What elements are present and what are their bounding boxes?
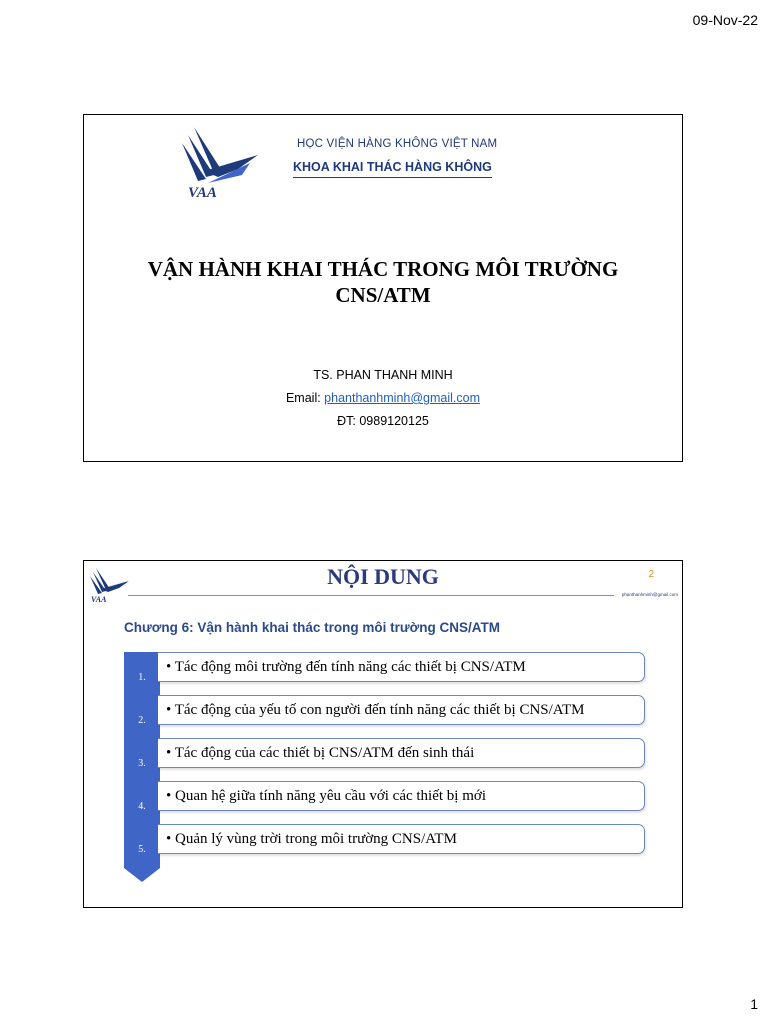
- slide-title: [84, 256, 682, 308]
- title-slide: [83, 114, 683, 462]
- item-text: • Tác động của các thiết bị CNS/ATM đến sinh thái: [158, 738, 645, 768]
- page-date: 09-Nov-22: [692, 12, 758, 28]
- item-number: 3.: [138, 758, 146, 769]
- institute-name: HỌC VIỆN HÀNG KHÔNG VIỆT NAM: [297, 138, 498, 150]
- author-name: TS. PHAN THANH MINH: [313, 368, 453, 382]
- title-line-1: VẬN HÀNH KHAI THÁC TRONG MÔI TRƯỜNG: [147, 257, 619, 281]
- chapter-heading: Chương 6: Vận hành khai thác trong môi trường CNS/ATM: [124, 620, 500, 635]
- content-item: [124, 652, 646, 696]
- slide-number: 2: [648, 569, 654, 580]
- content-item: [124, 695, 646, 739]
- contents-slide: [83, 560, 683, 908]
- item-number: 4.: [138, 801, 146, 812]
- faculty-name: KHOA KHAI THÁC HÀNG KHÔNG: [293, 160, 492, 178]
- plane-logo-icon: [178, 121, 260, 201]
- content-item: [124, 738, 646, 782]
- item-text: • Tác động môi trường đến tính năng các thiết bị CNS/ATM: [158, 652, 645, 682]
- email-link[interactable]: phanthanhminh@gmail.com: [324, 391, 481, 405]
- title-line-2: CNS/ATM: [335, 283, 431, 307]
- footer-email: phanthanhminh@gmail.com: [621, 592, 678, 597]
- content-item: [124, 824, 646, 868]
- page-number: 1: [750, 996, 758, 1012]
- slide-heading: NỘI DUNG: [327, 564, 439, 589]
- email-label: Email:: [285, 391, 325, 405]
- item-text: • Tác động của yếu tố con người đến tính năng các thiết bị CNS/ATM: [158, 695, 645, 725]
- svg-text:VAA: VAA: [91, 595, 107, 603]
- vaa-logo: [178, 121, 260, 201]
- item-number: 1.: [138, 672, 146, 683]
- header-divider: [128, 595, 614, 596]
- item-text: • Quan hệ giữa tính năng yêu cầu với các thiết bị mới: [158, 781, 645, 811]
- item-text: • Quản lý vùng trời trong môi trường CNS/ATM: [158, 824, 645, 854]
- item-number: 2.: [138, 715, 146, 726]
- phone-number: ĐT: 0989120125: [337, 414, 429, 428]
- email-line: [84, 391, 682, 405]
- item-number: 5.: [138, 844, 146, 855]
- content-item: [124, 781, 646, 825]
- svg-text:VAA: VAA: [188, 185, 217, 201]
